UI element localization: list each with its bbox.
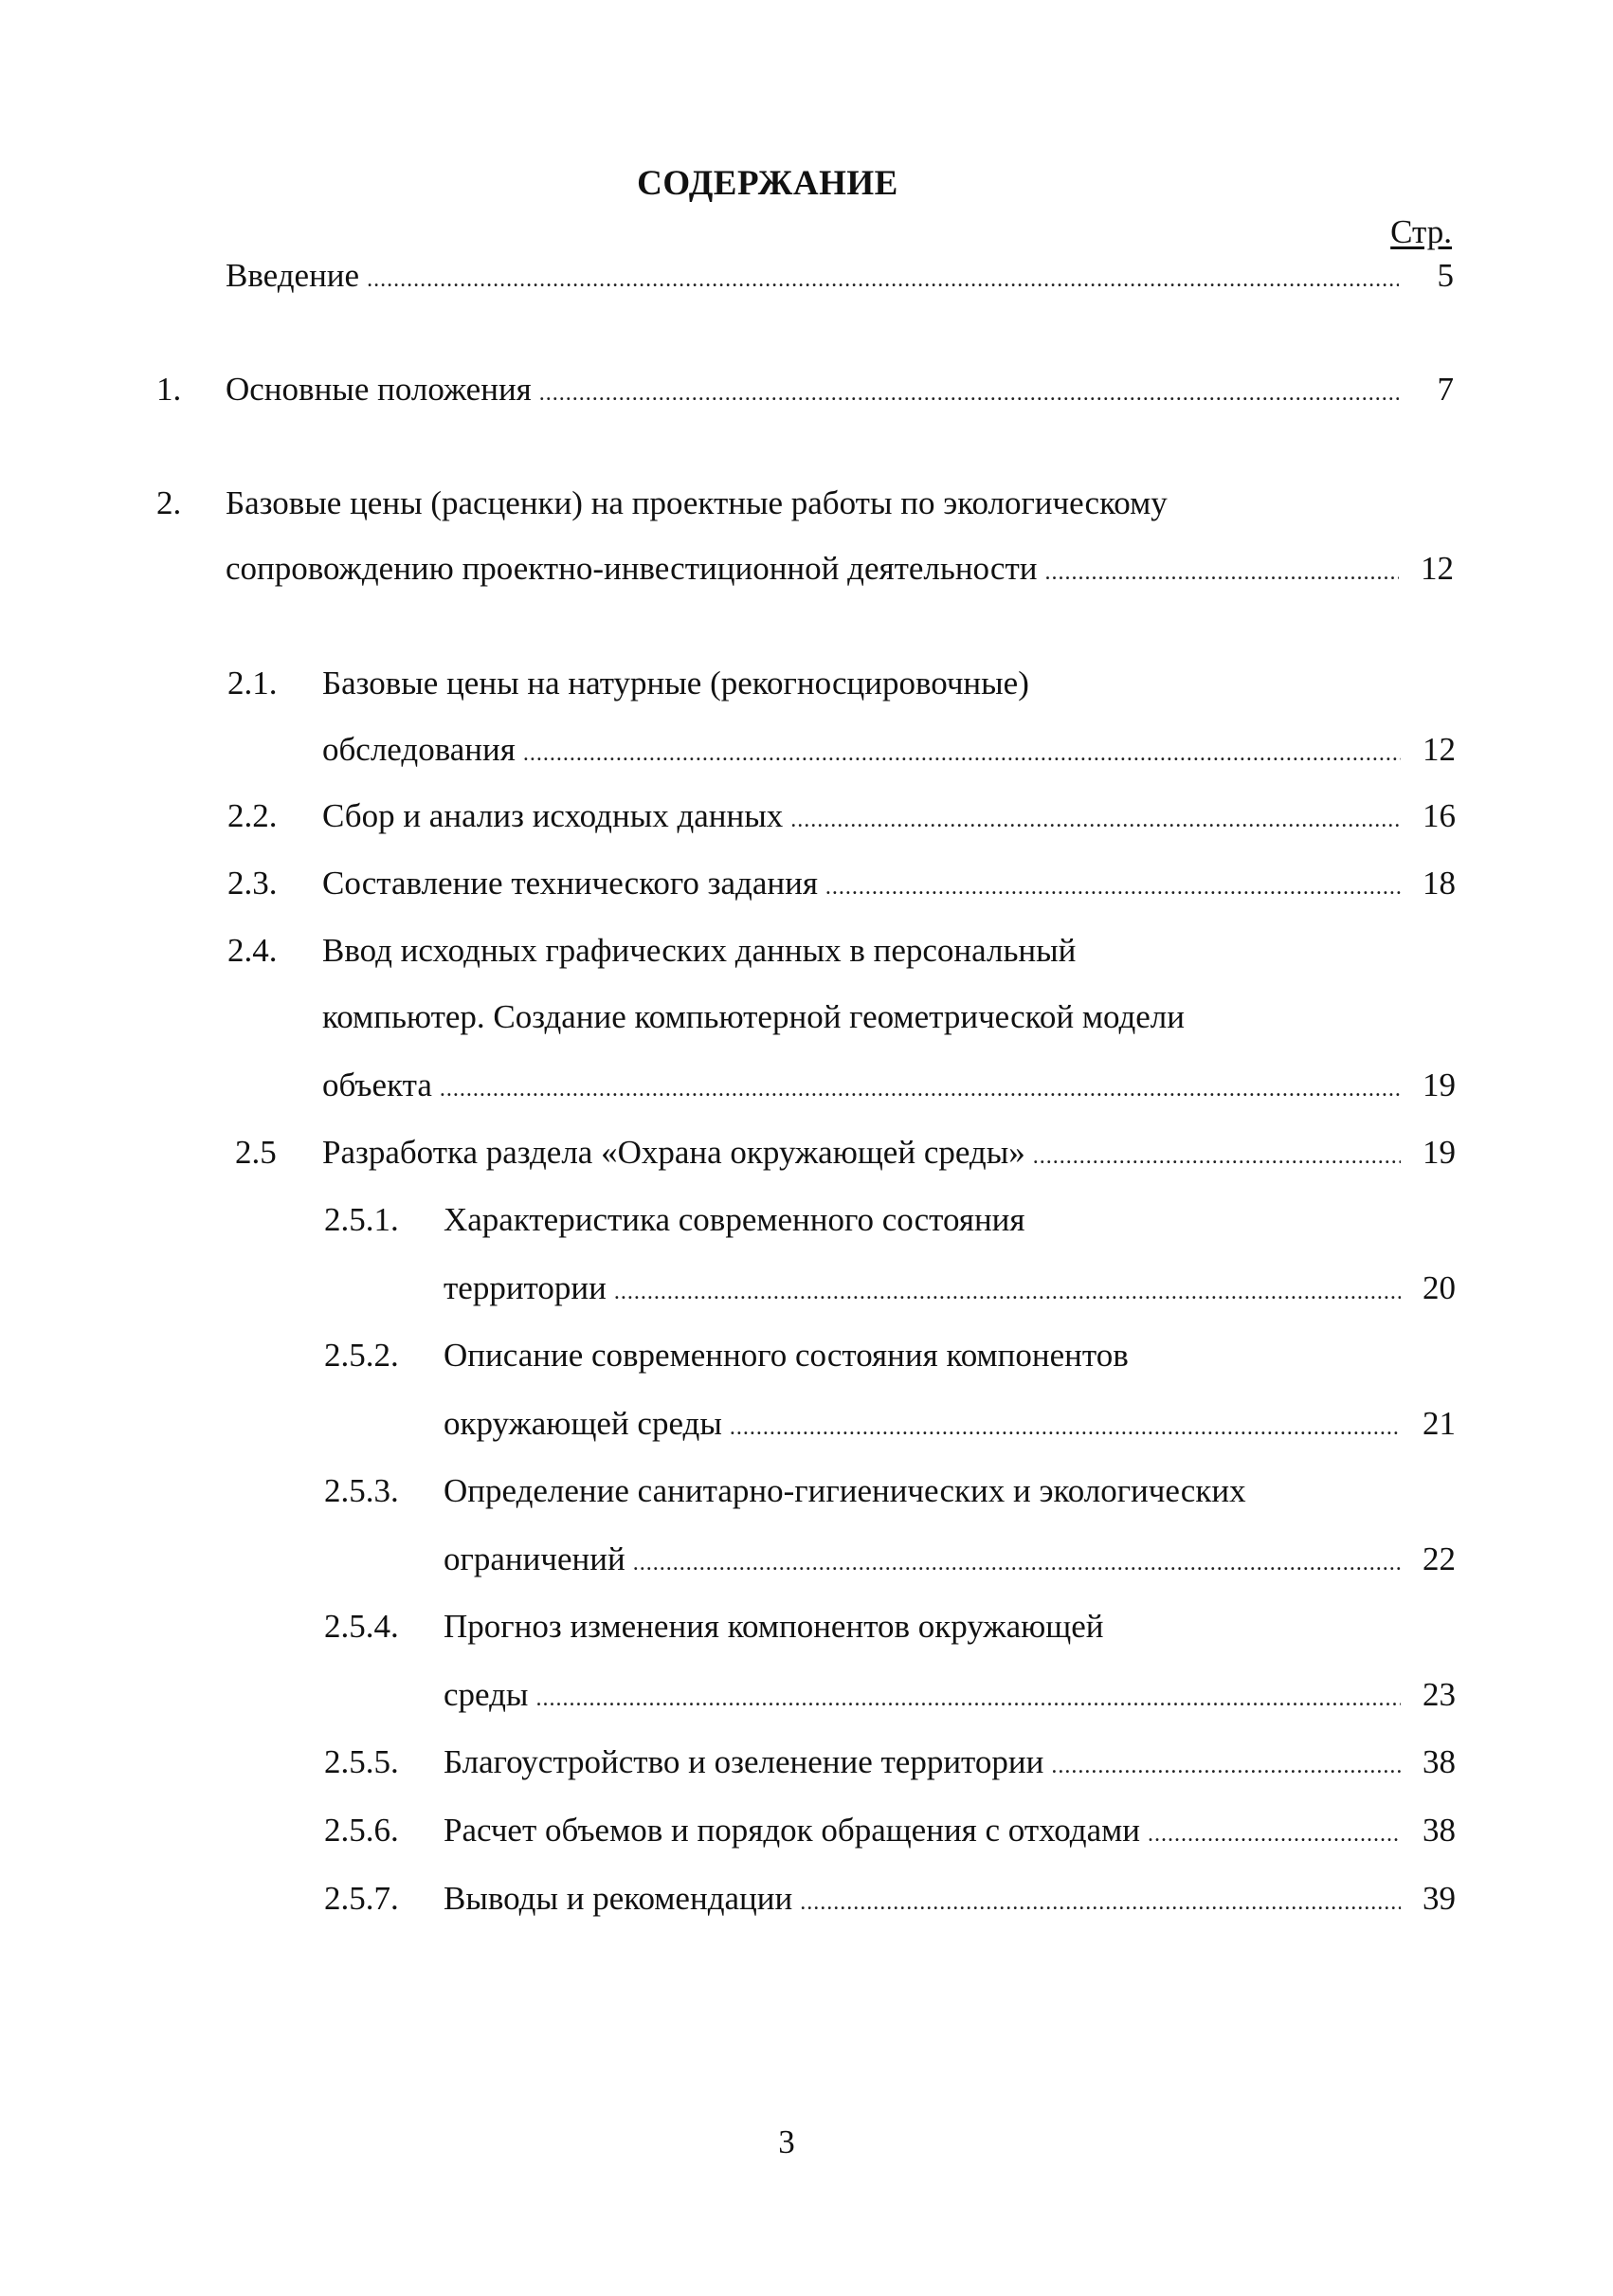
- toc-leader-dots: [825, 866, 1401, 909]
- toc-entry-2-5-7[interactable]: [444, 1877, 1456, 1921]
- toc-entry-2-5-5[interactable]: [444, 1740, 1456, 1784]
- toc-entry-text[interactable]: Базовые цены на натурные (рекогносцировочные): [322, 665, 1029, 702]
- toc-entry-number: 2.5.6.: [324, 1812, 399, 1849]
- toc-entry-2-5-3[interactable]: [444, 1538, 1456, 1581]
- toc-entry-number: 2.5.5.: [324, 1743, 399, 1780]
- toc-page-number: 5: [1437, 257, 1454, 294]
- toc-page-number: 22: [1423, 1540, 1456, 1577]
- toc-leader-dots: [535, 1677, 1401, 1721]
- toc-entry-number: 2.5: [235, 1134, 277, 1171]
- toc-entry-text[interactable]: Ввод исходных графических данных в персональный: [322, 932, 1077, 969]
- toc-entry-2-5-6[interactable]: [444, 1809, 1456, 1852]
- toc-entry-number: 2.4.: [227, 932, 278, 969]
- toc-page-number: 16: [1423, 797, 1456, 834]
- toc-entry-text: Выводы и рекомендации: [444, 1880, 793, 1917]
- toc-entry-text: ограничений: [444, 1540, 625, 1577]
- toc-entry-text: Основные положения: [226, 371, 532, 408]
- toc-leader-dots: [790, 798, 1401, 842]
- toc-leader-dots: [440, 1067, 1401, 1111]
- toc-entry-text[interactable]: Базовые цены (расценки) на проектные работы по экологическому: [226, 484, 1168, 521]
- toc-entry-text: Сбор и анализ исходных данных: [322, 797, 784, 834]
- toc-page-number: 39: [1423, 1880, 1456, 1917]
- toc-entry-2[interactable]: [226, 547, 1454, 591]
- toc-entry-text: обследования: [322, 731, 516, 768]
- toc-leader-dots: [614, 1270, 1401, 1314]
- toc-page-number: 19: [1423, 1134, 1456, 1171]
- toc-entry-text: Разработка раздела «Охрана окружающей среды»: [322, 1134, 1025, 1171]
- toc-page-number: 12: [1423, 731, 1456, 768]
- toc-entry-text: Благоустройство и озеленение территории: [444, 1743, 1044, 1780]
- toc-page-number: 7: [1437, 371, 1454, 408]
- toc-entry-number: 2.5.2.: [324, 1337, 399, 1374]
- toc-entry-text[interactable]: компьютер. Создание компьютерной геометрической модели: [322, 998, 1185, 1035]
- page-column-label: Стр.: [1390, 213, 1452, 250]
- toc-entry-2-5-4[interactable]: [444, 1673, 1456, 1717]
- toc-leader-dots: [367, 258, 1399, 301]
- toc-entry-text[interactable]: Характеристика современного состояния: [444, 1201, 1025, 1238]
- toc-entry-2-5-2[interactable]: [444, 1402, 1456, 1446]
- toc-entry-intro[interactable]: [226, 254, 1454, 298]
- toc-page-number: 19: [1423, 1066, 1456, 1103]
- toc-leader-dots: [1051, 1744, 1401, 1788]
- toc-entry-number: 2.: [156, 484, 182, 521]
- toc-leader-dots: [539, 372, 1399, 415]
- toc-leader-dots: [1045, 551, 1400, 594]
- toc-leader-dots: [633, 1541, 1401, 1585]
- toc-entry-number: 2.2.: [227, 797, 278, 834]
- toc-entry-number: 2.5.1.: [324, 1201, 399, 1238]
- toc-entry-2-5-1[interactable]: [444, 1266, 1456, 1310]
- toc-entry-2-3[interactable]: [322, 862, 1456, 905]
- toc-entry-text[interactable]: Прогноз изменения компонентов окружающей: [444, 1608, 1104, 1645]
- toc-page-number: 38: [1423, 1812, 1456, 1849]
- toc-entry-number: 2.5.3.: [324, 1472, 399, 1509]
- toc-page-number: 20: [1423, 1269, 1456, 1306]
- toc-entry-text: окружающей среды: [444, 1405, 722, 1442]
- toc-entry-number: 2.1.: [227, 665, 278, 702]
- toc-page-number: 18: [1423, 865, 1456, 902]
- toc-page-number: 12: [1421, 550, 1454, 587]
- toc-entry-text[interactable]: Определение санитарно-гигиенических и экологических: [444, 1472, 1246, 1509]
- toc-leader-dots: [730, 1406, 1401, 1449]
- toc-page-number: 21: [1423, 1405, 1456, 1442]
- toc-entry-text: Расчет объемов и порядок обращения с отходами: [444, 1812, 1141, 1849]
- toc-entry-number: 2.5.7.: [324, 1880, 399, 1917]
- toc-entry-number: 2.5.4.: [324, 1608, 399, 1645]
- toc-leader-dots: [800, 1881, 1401, 1924]
- toc-entry-text: территории: [444, 1269, 607, 1306]
- toc-entry-2-1[interactable]: [322, 728, 1456, 772]
- toc-entry-text: объекта: [322, 1066, 432, 1103]
- toc-entry-2-5[interactable]: [322, 1131, 1456, 1175]
- page-title: СОДЕРЖАНИЕ: [637, 164, 898, 203]
- toc-entry-number: 1.: [156, 371, 182, 408]
- toc-page-number: 23: [1423, 1676, 1456, 1713]
- toc-page-number: 38: [1423, 1743, 1456, 1780]
- toc-entry-1[interactable]: [226, 368, 1454, 411]
- footer-page-number: 3: [778, 2123, 795, 2160]
- toc-leader-dots: [523, 732, 1401, 775]
- toc-leader-dots: [1148, 1813, 1401, 1856]
- toc-entry-text: Составление технического задания: [322, 865, 818, 902]
- toc-entry-number: 2.3.: [227, 865, 278, 902]
- toc-entry-text: среды: [444, 1676, 529, 1713]
- toc-entry-text: Введение: [226, 257, 360, 294]
- toc-leader-dots: [1033, 1135, 1401, 1178]
- toc-entry-2-2[interactable]: [322, 794, 1456, 838]
- toc-entry-text[interactable]: Описание современного состояния компонентов: [444, 1337, 1129, 1374]
- toc-entry-text: сопровождению проектно-инвестиционной деятельности: [226, 550, 1038, 587]
- toc-entry-2-4[interactable]: [322, 1064, 1456, 1107]
